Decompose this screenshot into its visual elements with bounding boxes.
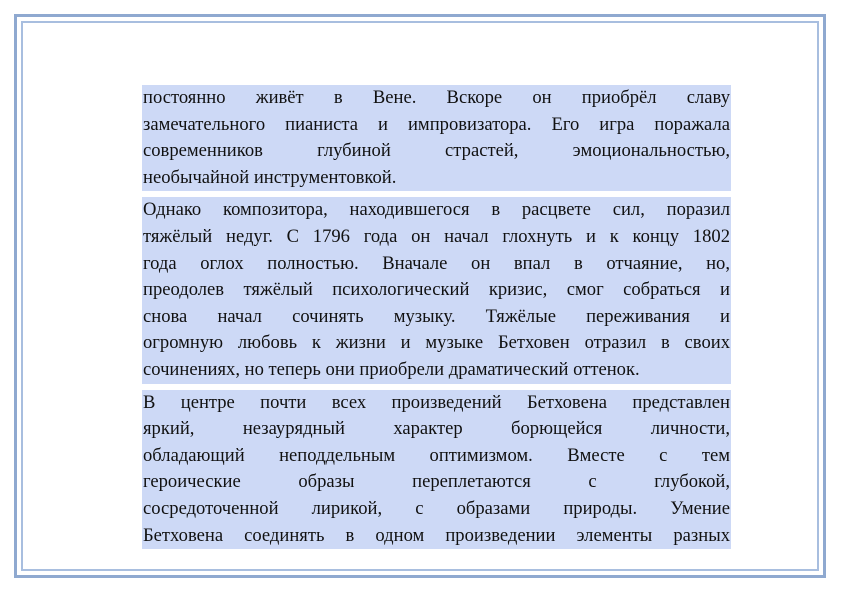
text-line: постоянно живёт в Вене. Вскоре он приобрёл славу xyxy=(142,85,731,112)
text-line: сочинениях, но теперь они приобрели драматический оттенок. xyxy=(142,357,731,384)
text-line: необычайной инструментовкой. xyxy=(142,165,731,192)
text-line: Однако композитора, находившегося в расцвете сил, поразил xyxy=(142,197,731,224)
text-line: снова начал сочинять музыку. Тяжёлые переживания и xyxy=(142,304,731,331)
text-line: сосредоточенной лирикой, с образами природы. Умение xyxy=(142,496,731,523)
text-line: героические образы переплетаются с глубокой, xyxy=(142,469,731,496)
document-text xyxy=(142,85,731,549)
paragraph-2 xyxy=(142,197,731,383)
text-line: современников глубиной страстей, эмоциональностью, xyxy=(142,138,731,165)
text-line: замечательного пианиста и импровизатора. Его игра поражала xyxy=(142,112,731,139)
text-line: В центре почти всех произведений Бетховена представлен xyxy=(142,390,731,417)
text-line: Бетховена соединять в одном произведении элементы разных xyxy=(142,523,731,550)
text-line: тяжёлый недуг. С 1796 года он начал глохнуть и к концу 1802 xyxy=(142,224,731,251)
text-line: обладающий неподдельным оптимизмом. Вместе с тем xyxy=(142,443,731,470)
text-line: яркий, незаурядный характер борющейся личности, xyxy=(142,416,731,443)
text-line: года оглох полностью. Вначале он впал в отчаяние, но, xyxy=(142,251,731,278)
paragraph-1 xyxy=(142,85,731,191)
text-line: преодолев тяжёлый психологический кризис, смог собраться и xyxy=(142,277,731,304)
text-line: огромную любовь к жизни и музыке Бетховен отразил в своих xyxy=(142,330,731,357)
paragraph-3 xyxy=(142,390,731,550)
